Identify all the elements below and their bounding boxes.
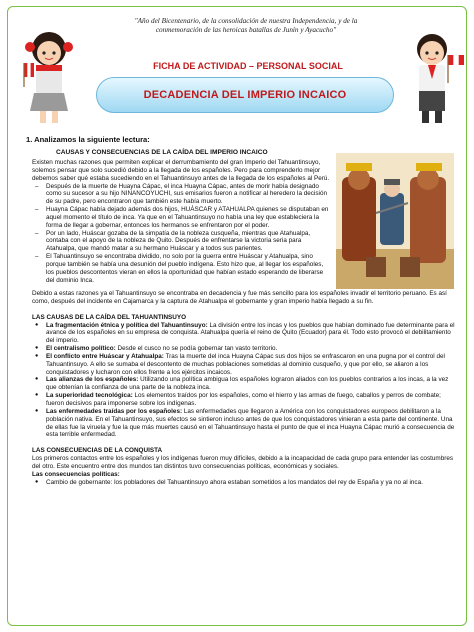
causes-heading: LAS CAUSAS DE LA CAÍDA DEL TAHUANTINSUYO [32, 313, 187, 321]
list-item [46, 353, 456, 377]
cause-term: Las alianzas de los españoles: [46, 376, 139, 384]
girl-student-illustration [16, 27, 82, 127]
cause-text: La división entre los incas y los pueblos que habían dominado fue determinante para el avance de los españoles en su empresa de conquista. Atahualpa quería el reino de Quito (Ecuador) para él. Todo esto provocó el debilitamiento del imperio. [46, 321, 455, 345]
closing-paragraph: Debido a estas razones ya el Tahuantinsuyo se encontraba en decadencia y fue más sencillo para los españoles invadir el territorio peruano. Es así como, después del incidente en Cajamarca y la captura de Atahualpa el gobernante y gran imperio había llegado a su fin. [32, 290, 447, 305]
activity-sheet [7, 6, 467, 626]
bicentennial-quote: "Año del Bicentenario, de la consolidación de nuestra Independencia, y de la conmemoración de las heroicas batallas de Junín y Ayacucho" [134, 17, 358, 34]
cause-term: El conflicto entre Huáscar y Atahualpa: [46, 352, 164, 360]
list-item: – El Tahuantinsuyo se encontraba dividido, no solo por la guerra entre Huáscar y Atahualpa, sino porque también se había una desunión del pueblo indígena. Esto hizo que, al llegar los españoles, los pueblos descontentos vieran en ellos la oportunidad que habían estado esperando de liberarse del dominio Inca. [46, 253, 332, 284]
list-item [46, 376, 456, 392]
boy-student-illustration [402, 27, 467, 127]
list-item [46, 408, 456, 439]
page-title: DECADENCIA DEL IMPERIO INCAICO [143, 89, 347, 101]
cause-term: La superioridad tecnológica: [46, 392, 133, 400]
cause-text: Los elementos traídos por los españoles, como el hierro y las armas de fuego, caballos y perros de combate; fueron decisivos para imponerse sobre los indígenas. [46, 392, 441, 407]
list-item: – Después de la muerte de Huayna Cápac, el inca Huayna Cápac, antes de morir había designado como su sucesor a su hijo NINANCOYUCHI, sus emisarios fueron a notificar al heredero la decisión de su padre, pero encontraron que también este había muerto. [46, 183, 332, 207]
list-item: ● Cambio de gobernante: los pobladores del Tahuantinsuyo ahora estaban sometidos a los mandatos del rey de España y ya no al inca. [46, 479, 456, 487]
cause-term: Las enfermedades traídas por los españoles: [46, 407, 183, 415]
causes-consequences-text [32, 290, 456, 486]
reading-subheading: CAUSAS Y CONSECUENCIAS DE LA CAÍDA DEL IMPERIO INCAICO [56, 149, 268, 156]
list-item [46, 392, 456, 408]
reading-bullet-list [32, 183, 332, 285]
cause-text: Utilizando una política ambigua los españoles lograron aliados con los pueblos contrarios a los incas, a la vez que obtenían la confianza de una parte de la nobleza inca. [46, 376, 449, 392]
cause-text: Tras la muerte del inca Huayna Cápac sus dos hijos se enfrascaron en una pugna por el control del Tahuantinsuyo. A ello se sumaba el descontento de muchas poblaciones sometidas al dominio cusqueño, y que por ello, se aliaron a los conquistadores y lucharon con ellos frente a los ejércitos incaicos. [46, 352, 445, 376]
political-consequences-list [32, 479, 456, 487]
list-item: – Por un lado, Huáscar gozaba de la simpatía de la nobleza cusqueña, mientras que Atahualpa, contaba con el apoyo de la nobleza de Quito. Después de enfrentarse la victoria seria para Atahualpa, que mandó matar a su hermano Huáscar y a todos sus parientes. [46, 230, 332, 254]
cause-text: Las enfermedades que llegaron a América con los conquistadores europeos debilitaron a la población nativa. En el Tahuantinsuyo, sus efectos se sintieron incluso antes de que los conquistadores vinieran a esta parte del continente. Una de ellas fue la viruela y fue la que más muertes causó en el Tahuantinsuyo hasta el punto de que el inca Huayna Cápac murió a consecuencia de esta terrible enfermedad. [46, 407, 455, 439]
cause-term: El centralismo político: [46, 345, 116, 353]
reading-intro: Existen muchas razones que permiten explicar el derrumbamiento del gran Imperio del Tahuantinsuyo, solemos pensar que solo sucedió debido a la llegada de los españoles. Pero para comprenderlo mejor debemos saber qué estaba sucediendo en el Tahuantinsuyo antes de la llegada de los españoles al Perú. [32, 159, 330, 182]
list-item [46, 322, 456, 346]
inca-brothers-illustration [336, 153, 454, 289]
title-banner [96, 77, 394, 113]
cause-term: La fragmentación étnica y política del Tahuantinsuyo: [46, 321, 208, 329]
list-item: – Huayna Cápac había dejado además dos hijos, HUÁSCAR y ATAHUALPA quienes se disputaban en aquel momento el título de inca. Ya que en el Tahuantinsuyo no había una ley que estableciera la forma de llegar a gobernar, entonces los hermanos se enfrentaron por el poder. [46, 206, 332, 230]
list-item [46, 345, 456, 353]
cause-text: Desde el cusco no se podía gobernar tan vasto territorio. [115, 345, 278, 353]
consequences-intro: Los primeros contactos entre los españoles y los indígenas fueron muy difíciles, debido a la incapacidad de cada grupo para entender las costumbres del otro. Este encuentro entre dos mundos tan distintos tuvo consecuencias políticas, económicas y sociales. [32, 455, 454, 470]
activity-subject-label: FICHA DE ACTIVIDAD – PERSONAL SOCIAL [153, 61, 343, 71]
consequences-heading: LAS CONSECUENCIAS DE LA CONQUISTA [32, 447, 163, 455]
causes-list [32, 322, 456, 440]
reading-text [32, 159, 332, 285]
section-heading: 1. Analizamos la siguiente lectura: [26, 135, 150, 144]
political-consequences-heading: Las consecuencias políticas: [32, 470, 120, 478]
